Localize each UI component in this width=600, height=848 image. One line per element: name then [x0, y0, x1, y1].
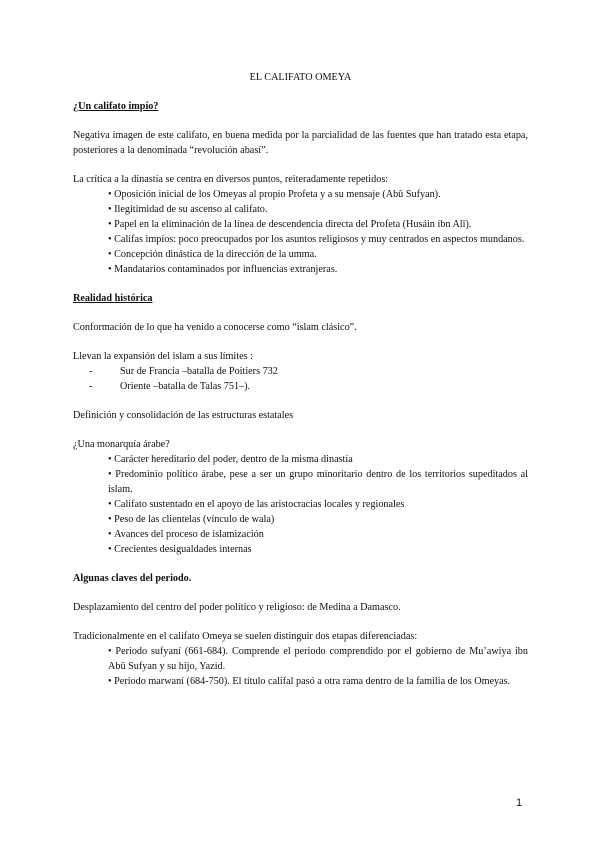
bullet-list-monarquia — [73, 452, 528, 557]
list-item: • Periodo sufyaní (661-684). Comprende el periodo comprendido por el gobierno de Mu’awiya ibn Abū Sufyan y su hijo, Yazid. — [108, 644, 528, 674]
list-item: - Oriente –batalla de Talas 751–). — [89, 379, 528, 394]
list-item: • Oposición inicial de los Omeyas al propio Profeta y a su mensaje (Abū Sufyan). — [108, 187, 528, 202]
list-item: • Carácter hereditario del poder, dentro de la misma dinastía — [108, 452, 528, 467]
list-item: • Crecientes desigualdades internas — [108, 542, 528, 557]
list-item: • Periodo marwaní (684-750). El título califal pasó a otra rama dentro de la familia de los Omeyas. — [108, 674, 528, 689]
page-number: 1 — [516, 797, 523, 809]
list-item: • Concepción dinástica de la dirección de la umma. — [108, 247, 528, 262]
list-item: • Califato sustentado en el apoyo de las aristocracias locales y regionales — [108, 497, 528, 512]
paragraph-expansion: Llevan la expansión del islam a sus límites : — [73, 351, 253, 362]
list-item: • Ilegitimidad de su ascenso al califato. — [108, 202, 528, 217]
paragraph-dos-etapas: Tradicionalmente en el califato Omeya se suelen distinguir dos etapas diferenciadas: — [73, 631, 418, 642]
list-item: • Predominio político árabe, pese a ser un grupo minoritario dentro de los territorios supeditados al islam. — [108, 467, 528, 497]
list-item: • Mandatarios contaminados por influencias extranjeras. — [108, 262, 528, 277]
list-item: - Sur de Francia –batalla de Poitiers 732 — [89, 364, 528, 379]
list-item: • Peso de las clientelas (vínculo de wala) — [108, 512, 528, 527]
paragraph-islam-clasico: Conformación de lo que ha venido a conocerse como “islam clásico”. — [73, 322, 357, 333]
section-heading-califato-impio: ¿Un califato impío? — [73, 101, 159, 112]
list-item: • Califas impíos: poco preocupados por los asuntos religiosos y muy centrados en aspectos mundanos. — [108, 232, 528, 247]
paragraph-critica-dinastia: La crítica a la dinastía se centra en diversos puntos, reiteradamente repetidos: — [73, 174, 389, 185]
bullet-list-etapas — [73, 644, 528, 689]
paragraph-monarquia-arabe: ¿Una monarquía árabe? — [73, 439, 170, 450]
paragraph-desplazamiento: Desplazamiento del centro del poder político y religioso: de Medina a Damasco. — [73, 602, 401, 613]
paragraph-negativa-imagen: Negativa imagen de este califato, en buena medida por la parcialidad de las fuentes que han tratado esta etapa, posteriores a la denominada “revolución abasí”. — [73, 130, 528, 156]
list-item: • Avances del proceso de islamización — [108, 527, 528, 542]
document-body — [73, 70, 528, 703]
section-heading-realidad-historica: Realidad histórica — [73, 293, 153, 304]
dash-list-expansion — [73, 364, 528, 394]
section-heading-claves-periodo: Algunas claves del periodo. — [73, 573, 192, 584]
list-item: • Papel en la eliminación de la línea de descendencia directa del Profeta (Husáin ibn Alī). — [108, 217, 528, 232]
paragraph-estructuras-estatales: Definición y consolidación de las estructuras estatales — [73, 410, 294, 421]
bullet-list-criticas — [73, 187, 528, 277]
document-title: EL CALIFATO OMEYA — [249, 72, 352, 83]
